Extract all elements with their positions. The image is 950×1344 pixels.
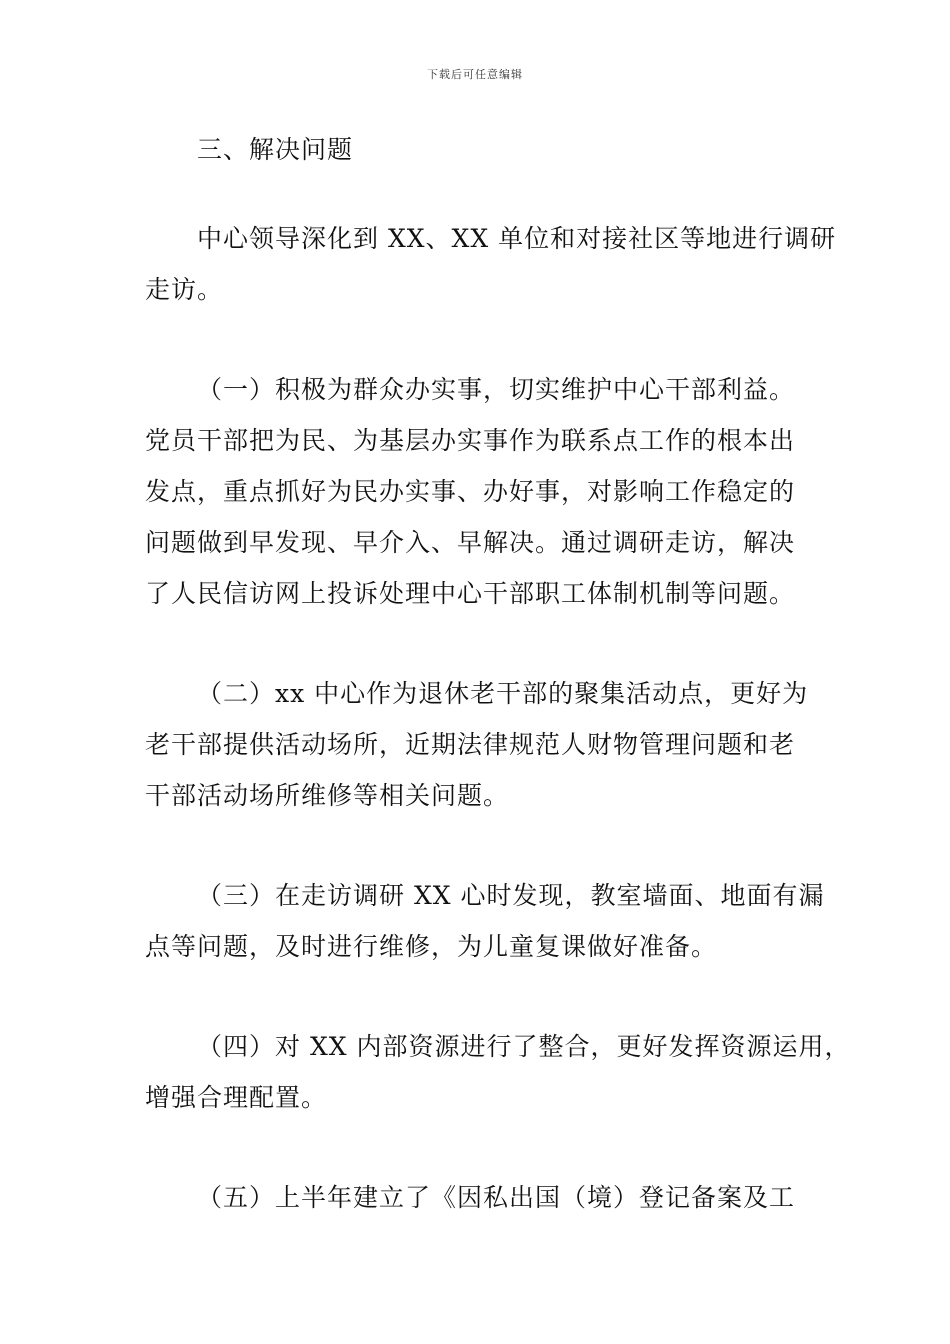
paragraph-line: 点等问题，及时进行维修，为儿童复课做好准备。 <box>145 932 718 961</box>
paragraph-line: 发点，重点抓好为民办实事、办好事，对影响工作稳定的 <box>145 477 796 506</box>
section-heading: 三、解决问题 <box>197 135 354 164</box>
paragraph-line: 了人民信访网上投诉处理中心干部职工体制机制等问题。 <box>145 579 796 608</box>
paragraph-line: （二）xx 中心作为退休老干部的聚集活动点，更好为 <box>197 679 809 708</box>
paragraph-5 <box>145 1172 810 1223</box>
paragraph-line: 干部活动场所维修等相关问题。 <box>145 781 510 810</box>
page-header: 下载后可任意编辑 <box>427 68 523 81</box>
paragraph-line: （一）积极为群众办实事，切实维护中心干部利益。 <box>197 375 796 404</box>
paragraph-line: 中心领导深化到 XX、XX 单位和对接社区等地进行调研 <box>197 224 837 253</box>
paragraph-1 <box>145 364 810 619</box>
paragraph-4 <box>145 1021 851 1123</box>
paragraph-line: 增强合理配置。 <box>145 1083 328 1112</box>
paragraph-line: 老干部提供活动场所，近期法律规范人财物管理问题和老 <box>145 730 796 759</box>
document-body <box>145 128 851 1223</box>
paragraph-line: （五）上半年建立了《因私出国（境）登记备案及工 <box>197 1183 796 1212</box>
paragraph-line: （三）在走访调研 XX 心时发现，教室墙面、地面有漏 <box>197 881 825 910</box>
paragraph-line: 问题做到早发现、早介入、早解决。通过调研走访，解决 <box>145 528 796 557</box>
paragraph-line: 走访。 <box>145 275 224 304</box>
paragraph-3 <box>145 870 825 972</box>
paragraph-line: （四）对 XX 内部资源进行了整合，更好发挥资源运用， <box>197 1032 851 1061</box>
intro-paragraph <box>145 213 837 315</box>
paragraph-line: 党员干部把为民、为基层办实事作为联系点工作的根本出 <box>145 426 796 455</box>
paragraph-2 <box>145 668 810 821</box>
